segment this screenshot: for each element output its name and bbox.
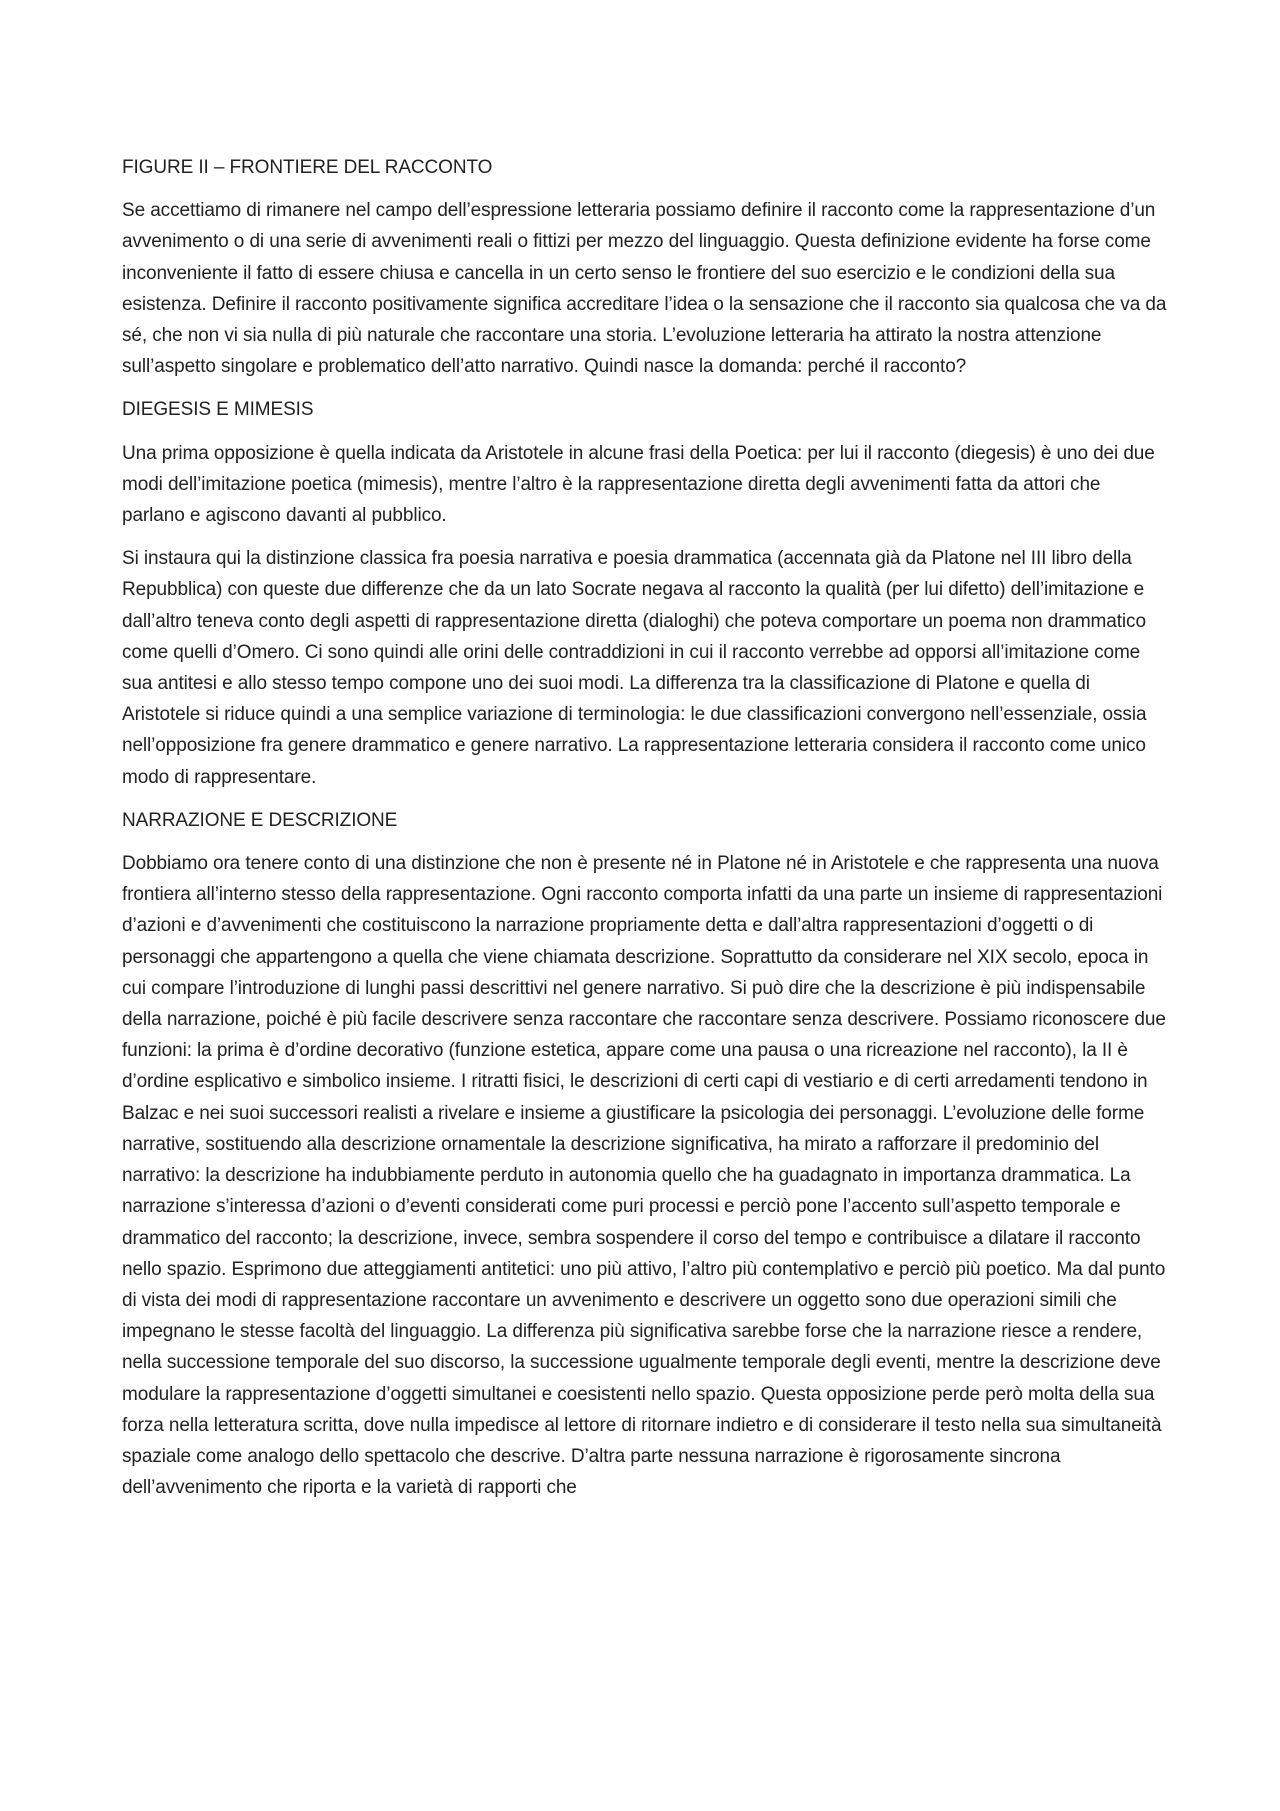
diegesis-paragraph-1: Una prima opposizione è quella indicata da Aristotele in alcune frasi della Poetica: per lui il racconto (diegesis) è uno dei due modi dell’imitazione poetica (mimesis), mentre l’altro è la rappresentazione diretta degli avvenimenti fatta da attori che parlano e agiscono davanti al pubblico. — [122, 442, 1155, 527]
diegesis-paragraph-2: Si instaura qui la distinzione classica fra poesia narrativa e poesia drammatica (accennata già da Platone nel III libro della Repubblica) con queste due differenze che da un lato Socrate negava al racconto la qualità (per lui difetto) dell’imitazione e dall’altro teneva conto degli aspetti di rappresentazione diretta (dialoghi) che poteva comportare un poema non drammatico come quelli d’Omero. Ci sono quindi alle orini delle contraddizioni in cui il racconto verrebbe ad opporsi all’imitazione come sua antitesi e allo stesso tempo compone uno dei suoi modi. La differenza tra la classificazione di Platone e quella di Aristotele si riduce quindi a una semplice variazione di terminologia: le due classificazioni convergono nell’essenziale, ossia nell’opposizione fra genere drammatico e genere narrativo. La rappresentazione letteraria considera il racconto come unico modo di rappresentare. — [122, 548, 1147, 788]
section-heading-narrazione: NARRAZIONE E DESCRIZIONE — [122, 809, 398, 831]
section-heading-diegesis: DIEGESIS E MIMESIS — [122, 399, 314, 421]
intro-paragraph: Se accettiamo di rimanere nel campo dell’espressione letteraria possiamo definire il racconto come la rappresentazione d’un avvenimento o di una serie di avvenimenti reali o fittizi per mezzo del linguaggio. Questa definizione evidente ha forse come inconveniente il fatto di essere chiusa e cancella in un certo senso le frontiere del suo esercizio e le condizioni della sua esistenza. Definire il racconto positivamente significa accreditare l’idea o la sensazione che il racconto sia qualcosa che va da sé, che non vi sia nulla di più naturale che raccontare una storia. L’evoluzione letteraria ha attirato la nostra attenzione sull’aspetto singolare e problematico dell’atto narrativo. Quindi nasce la domanda: perché il racconto? — [122, 200, 1167, 378]
document-page — [122, 152, 1168, 1515]
narrazione-paragraph-1: Dobbiamo ora tenere conto di una distinzione che non è presente né in Platone né in Aristotele e che rappresenta una nuova frontiera all’interno stesso della rappresentazione. Ogni racconto comporta infatti da una parte un insieme di rappresentazioni d’azioni e d’avvenimenti che costituiscono la narrazione propriamente detta e dall’altra rappresentazioni d’oggetti o di personaggi che appartengono a quella che viene chiamata descrizione. Soprattutto da considerare nel XIX secolo, epoca in cui compare l’introduzione di lunghi passi descrittivi nel genere narrativo. Si può dire che la descrizione è più indispensabile della narrazione, poiché è più facile descrivere senza raccontare che raccontare senza descrivere. Possiamo riconoscere due funzioni: la prima è d’ordine decorativo (funzione estetica, appare come una pausa o una ricreazione nel racconto), la II è d’ordine esplicativo e simbolico insieme. I ritratti fisici, le descrizioni di certi capi di vestiario e di certi arredamenti tendono in Balzac e nei suoi successori realisti a rivelare e insieme a giustificare la psicologia dei personaggi. L’evoluzione delle forme narrative, sostituendo alla descrizione ornamentale la descrizione significativa, ha mirato a rafforzare il predominio del narrativo: la descrizione ha indubbiamente perduto in autonomia quello che ha guadagnato in importanza drammatica. La narrazione s’interessa d’azioni o d’eventi considerati come puri processi e perciò pone l’accento sull’aspetto temporale e drammatico del racconto; la descrizione, invece, sembra sospendere il corso del tempo e contribuisce a dilatare il racconto nello spazio. Esprimono due atteggiamenti antitetici: uno più attivo, l’altro più contemplativo e perciò più poetico. Ma dal punto di vista dei modi di rappresentazione raccontare un avvenimento e descrivere un oggetto sono due operazioni simili che impegnano le stesse facoltà del linguaggio. La differenza più significativa sarebbe forse che la narrazione riesce a rendere, nella successione temporale del suo discorso, la successione ugualmente temporale degli eventi, mentre la descrizione deve modulare la rappresentazione d’oggetti simultanei e coesistenti nello spazio. Questa opposizione perde però molta della sua forza nella letteratura scritta, dove nulla impedisce al lettore di ritornare indietro e di considerare il testo nella sua simultaneità spaziale come analogo dello spettacolo che descrive. D’altra parte nessuna narrazione è rigorosamente sincrona dell’avvenimento che riporta e la varietà di rapporti che — [122, 853, 1166, 1499]
document-title: FIGURE II – FRONTIERE DEL RACCONTO — [122, 157, 493, 178]
